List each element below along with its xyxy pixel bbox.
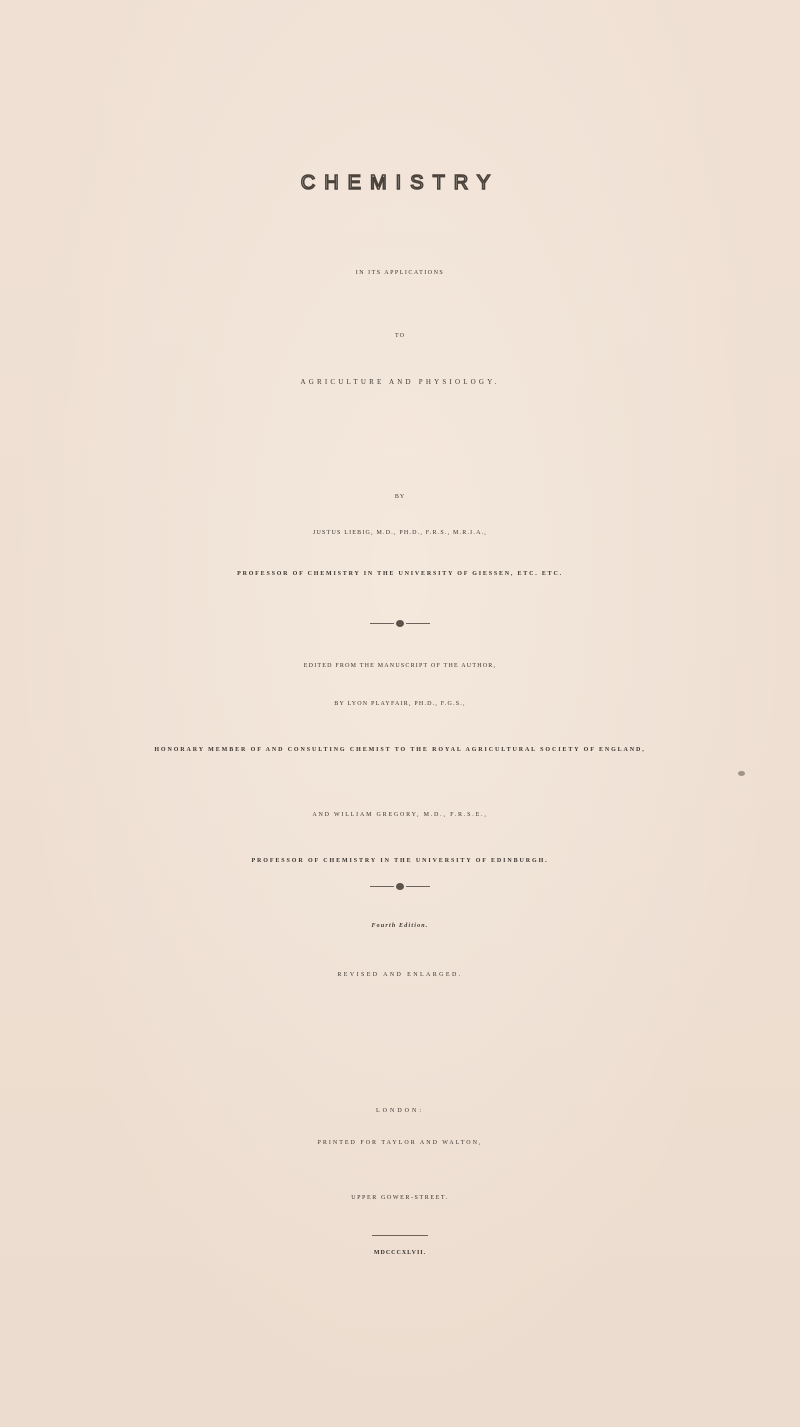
ornament-divider-1 [370,619,430,629]
subtitle-fields: AGRICULTURE AND PHYSIOLOGY. [300,378,500,386]
editor2-name: AND WILLIAM GREGORY, M.D., F.R.S.E., [312,812,488,818]
ornament-divider-2 [370,882,430,892]
author-position: PROFESSOR OF CHEMISTRY IN THE UNIVERSITY OF GIESSEN, ETC. ETC. [237,571,563,577]
subtitle-to: TO [395,333,405,339]
imprint-year: MDCCCXLVII. [373,1250,427,1256]
book-title: CHEMISTRY [300,172,500,194]
author-name: JUSTUS LIEBIG, M.D., PH.D., F.R.S., M.R.I.A., [312,530,488,536]
imprint-printer: PRINTED FOR TAYLOR AND WALTON, [317,1140,483,1146]
editor1-name: BY LYON PLAYFAIR, PH.D., F.G.S., [334,701,466,707]
editor2-position: PROFESSOR OF CHEMISTRY IN THE UNIVERSITY OF EDINBURGH. [251,858,549,864]
imprint-place: LONDON: [376,1108,424,1114]
edition-label: Fourth Edition. [371,923,429,929]
revised-label: REVISED AND ENLARGED. [337,972,463,978]
imprint-address: UPPER GOWER-STREET. [351,1195,449,1201]
subtitle-applications: IN ITS APPLICATIONS [355,270,445,276]
editor1-position: HONORARY MEMBER OF AND CONSULTING CHEMIST TO THE ROYAL AGRICULTURAL SOCIETY OF ENGLAND, [154,747,646,753]
divider-rule [372,1235,428,1236]
by-label: BY [394,494,406,500]
ink-spot [738,771,745,776]
edited-line: EDITED FROM THE MANUSCRIPT OF THE AUTHOR, [303,663,497,669]
